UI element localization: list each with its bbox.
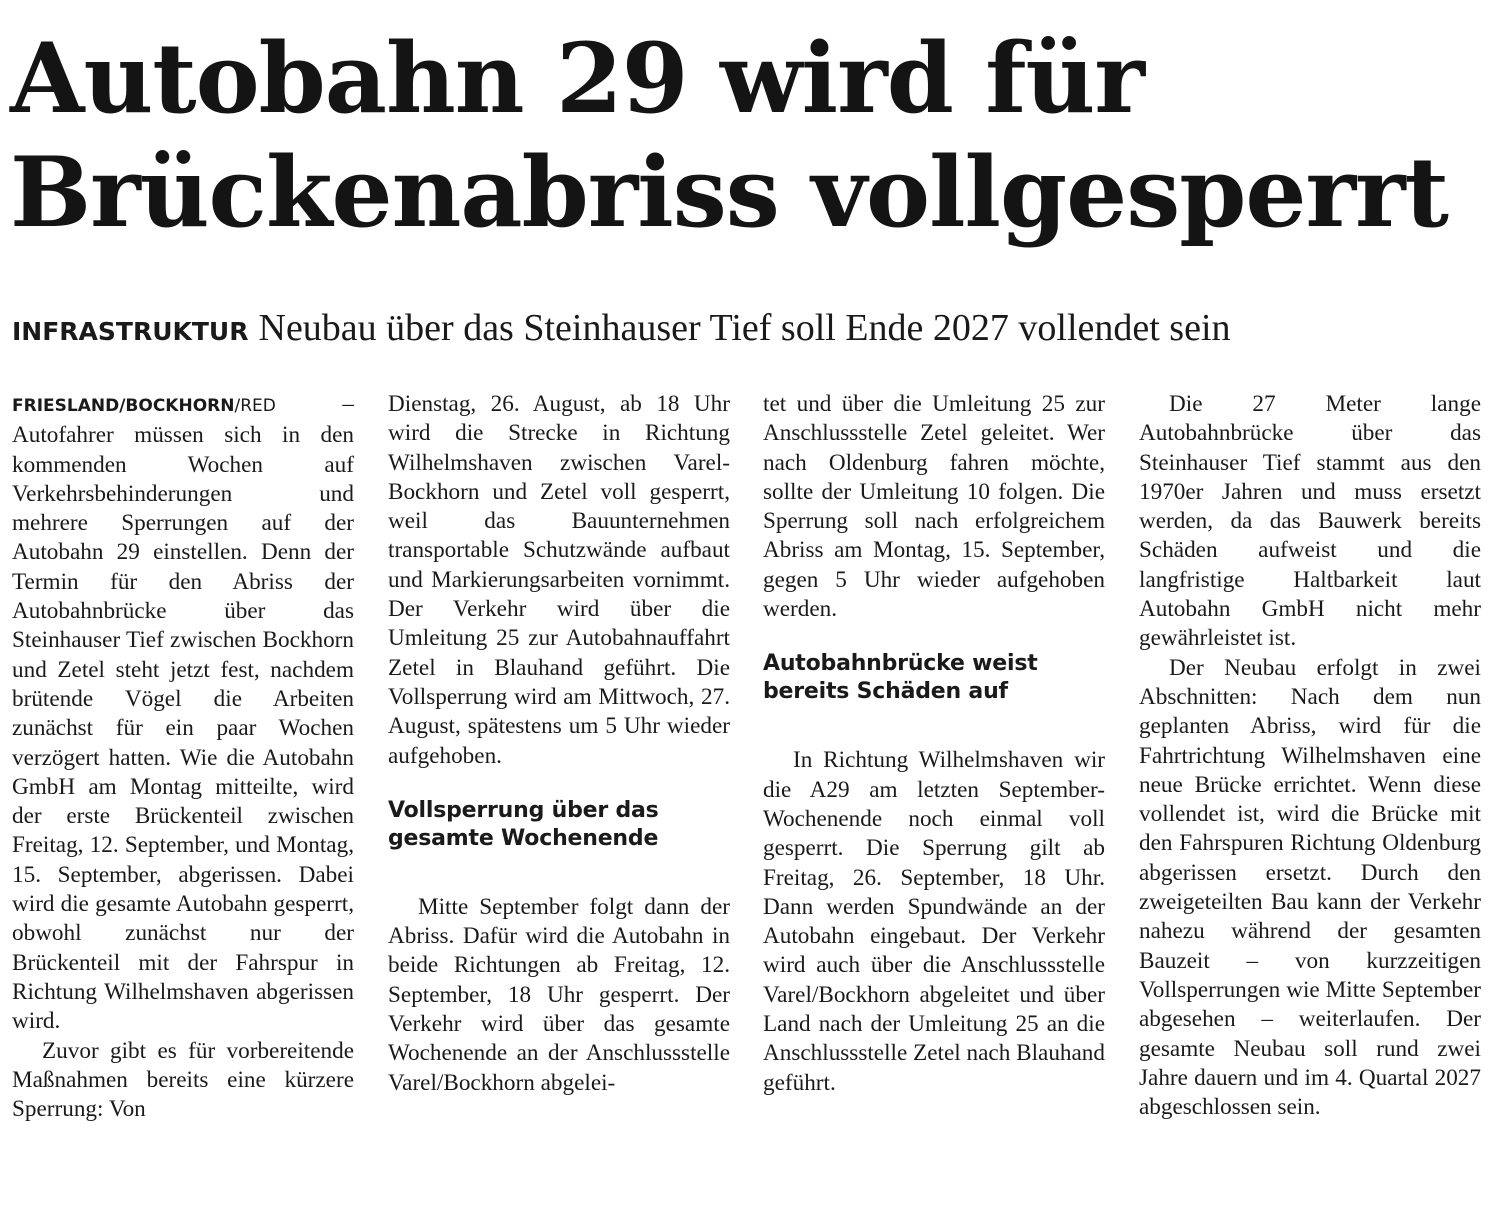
column-2-paragraph-2: Mitte September folgt dann der Abriss. Dafür wird die Autobahn in beide Richtungen ab Freitag, 12. September, 18 Uhr gesperrt. Der Verkehr wird über das gesamte Wochenende an der Anschlussstelle Varel/Bockhorn abgelei-	[388, 893, 730, 1096]
column-3-paragraph-2: In Richtung Wilhelmshaven wir die A29 am letzten September-Wochenende noch einmal voll gesperrt. Die Sperrung gilt ab Freitag, 26. September, 18 Uhr. Dann werden Spundwände an der Autobahn eingebaut. Der Verkehr wird auch über die Anschlussstelle Varel/Bockhorn abgeleitet und über Land nach der Umleitung 25 an die Anschlussstelle Zetel nach Blauhand geführt.	[763, 747, 1105, 1096]
column-1-paragraph-2: Zuvor gibt es für vorbereitende Maßnahmen bereits eine kürzere Sperrung: Von	[12, 1037, 354, 1123]
dateline-author: /RED	[234, 396, 276, 416]
article-column-1	[12, 390, 354, 1124]
kicker-label: INFRASTRUKTUR	[12, 317, 249, 346]
article-column-2	[388, 390, 730, 1098]
dateline	[12, 396, 276, 416]
column-4-paragraph-1: Die 27 Meter lange Autobahnbrücke über das Steinhauser Tief stammt aus den 1970er Jahren und muss ersetzt werden, da das Bauwerk bereits Schäden aufweist und die langfristige Haltbarkeit laut Autobahn GmbH nicht mehr gewährleistet ist.	[1139, 391, 1481, 652]
dateline-location: FRIESLAND/BOCKHORN	[12, 396, 235, 416]
headline-line-2: Brückenabriss vollgesperrt	[10, 136, 1448, 249]
column-3-paragraph-1: tet und über die Umleitung 25 zur Anschlussstelle Zetel geleitet. Wer nach Oldenburg fahren möchte, sollte der Umleitung 10 folgen. Die Sperrung soll nach erfolgreichem Abriss am Montag, 15. September, gegen 5 Uhr wieder aufgehoben werden.	[763, 391, 1105, 623]
subheading-vollsperrung: Vollsperrung über das gesamte Wochenende	[388, 797, 659, 851]
column-2-paragraph-1: Dienstag, 26. August, ab 18 Uhr wird die Strecke in Richtung Wilhelmshaven zwischen Varel-Bockhorn und Zetel voll gesperrt, weil das Bauunternehmen transportable Schutzwände aufbaut und Markierungsarbeiten vornimmt. Der Verkehr wird über die Umleitung 25 zur Autobahnauffahrt Zetel in Blauhand geführt. Die Vollsperrung wird am Mittwoch, 27. August, spätestens um 5 Uhr wieder aufgehoben.	[388, 391, 730, 769]
article-column-3	[763, 390, 1105, 1098]
subline	[12, 306, 1502, 350]
subheading-autobahnbruecke: Autobahnbrücke weist bereits Schäden auf	[763, 651, 1038, 705]
article-column-4	[1139, 390, 1481, 1122]
dateline-dash: –	[342, 391, 354, 417]
headline-line-1: Autobahn 29 wird für	[10, 22, 1144, 135]
subtitle: Neubau über das Steinhauser Tief soll Ende 2027 vollendet sein	[258, 307, 1231, 349]
headline	[10, 22, 1500, 250]
column-4-paragraph-2: Der Neubau erfolgt in zwei Abschnitten: Nach dem nun geplanten Abriss, wird für die Fahrtrichtung Wilhelmshaven eine neue Brücke errichtet. Wenn diese vollendet ist, wird die Brücke mit den Fahrspuren Richtung Oldenburg abgerissen ersetzt. Durch den zweigeteilten Bau kann der Verkehr nahezu während der gesamten Bauzeit – von kurzzeitigen Vollsperrungen wie Mitte September abgesehen – weiterlaufen. Der gesamte Neubau soll rund zwei Jahre dauern und im 4. Quartal 2027 abgeschlossen sein.	[1139, 654, 1481, 1121]
column-1-text-1: Autofahrer müssen sich in den kommenden Wochen auf Verkehrsbehinderungen und mehrere Sperrungen auf der Autobahn 29 einstellen. Denn der Termin für den Abriss der Autobahnbrücke über das Steinhauser Tief zwischen Bockhorn und Zetel steht jetzt fest, nachdem brütende Vögel die Arbeiten zunächst für ein paar Wochen verzögert hatten. Wie die Autobahn GmbH am Montag mitteilte, wird der erste Brückenteil zwischen Freitag, 12. September, und Montag, 15. September, abgerissen. Dabei wird die gesamte Autobahn gesperrt, obwohl zunächst nur der Brückenteil mit der Fahrspur in Richtung Wilhelmshaven abgerissen wird.	[12, 422, 354, 1035]
column-1-paragraph-1	[12, 390, 354, 1037]
